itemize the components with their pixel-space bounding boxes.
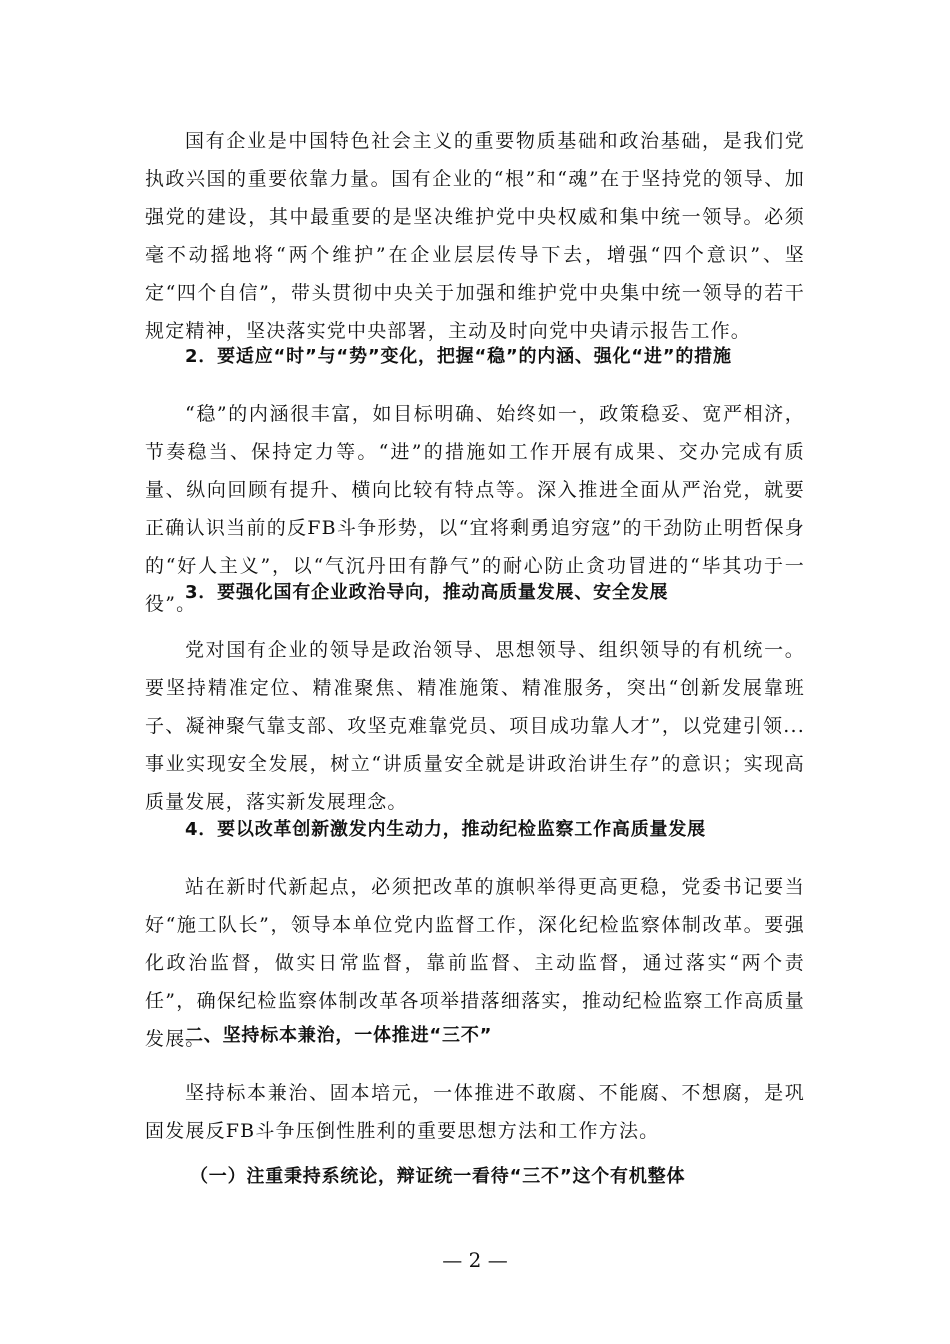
page-number: — 2 — bbox=[442, 1248, 508, 1272]
body-paragraph-3: 党对国有企业的领导是政治领导、思想领导、组织领导的有机统一。要坚持精准定位、精准聚焦、精准施策、精准服务，突出“创新发展靠班子、凝神聚气靠支部、攻坚克难靠党员、项目成功靠人才”，以党建引领...事业实现安全发展，树立“讲质量安全就是讲政治讲生存”的意识；实现高质量发展，落实新发展理念。 bbox=[145, 639, 805, 813]
body-paragraph-2: “稳”的内涵很丰富，如目标明确、始终如一，政策稳妥、宽严相济，节奏稳当、保持定力等。“进”的措施如工作开展有成果、交办完成有质量、纵向回顾有提升、横向比较有特点等。深入推进全面从严治党，就要正确认识当前的反FB斗争形势，以“宜将剩勇追穷寇”的干劲防止明哲保身的“好人主义”，以“气沉丹田有静气”的耐心防止贪功冒进的“毕其功于一役”。 bbox=[145, 403, 805, 615]
section-heading-4: 4．要以改革创新激发内生动力，推动纪检监察工作高质量发展 bbox=[185, 819, 706, 840]
section-heading-3: 3．要强化国有企业政治导向，推动高质量发展、安全发展 bbox=[185, 582, 669, 603]
subsection-heading-1: （一）注重秉持系统论，辩证统一看待“三不”这个有机整体 bbox=[190, 1166, 686, 1187]
body-paragraph-4: 站在新时代新起点，必须把改革的旗帜举得更高更稳，党委书记要当好“施工队长”，领导本单位党内监督工作，深化纪检监察体制改革。要强化政治监督，做实日常监督，靠前监督、主动监督，通过落实“两个责任”，确保纪检监察体制改革各项举措落细落实，推动纪检监察工作高质量发展。 bbox=[145, 876, 805, 1050]
body-paragraph-5: 坚持标本兼治、固本培元，一体推进不敢腐、不能腐、不想腐，是巩固发展反FB斗争压倒性胜利的重要思想方法和工作方法。 bbox=[145, 1082, 805, 1142]
section-heading-er: 二、坚持标本兼治，一体推进“三不” bbox=[185, 1025, 493, 1046]
body-paragraph-1: 国有企业是中国特色社会主义的重要物质基础和政治基础，是我们党执政兴国的重要依靠力量。国有企业的“根”和“魂”在于坚持党的领导、加强党的建设，其中最重要的是坚决维护党中央权威和集中统一领导。必须毫不动摇地将“两个维护”在企业层层传导下去，增强“四个意识”、坚定“四个自信”，带头贯彻中央关于加强和维护党中央集中统一领导的若干规定精神，坚决落实党中央部署，主动及时向党中央请示报告工作。 bbox=[145, 130, 805, 342]
section-heading-2: 2．要适应“时”与“势”变化，把握“稳”的内涵、强化“进”的措施 bbox=[185, 346, 732, 367]
